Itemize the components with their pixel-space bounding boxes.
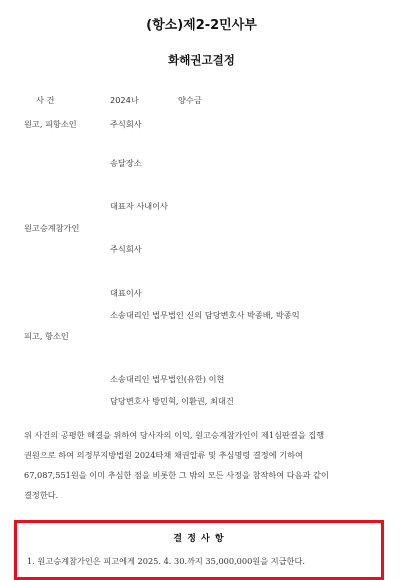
plaintiff-company: 주식회사 — [110, 119, 142, 129]
paragraph-line: 결정한다. — [24, 490, 59, 500]
plaintiff-label: 원고, 피항소인 — [24, 119, 77, 129]
defendant-label: 피고, 항소인 — [24, 331, 69, 341]
paragraph-line: 위 사건의 공평한 해결을 위하여 당사자의 이익, 원고승계참가인이 제1심판결을 집행 — [24, 430, 325, 440]
case-name: 양수금 — [178, 95, 202, 105]
intervenor-label: 원고승계참가인 — [24, 223, 80, 233]
paragraph-line: 67,087,551원을 이미 추심한 점을 비롯한 그 밖의 모든 사정을 참작하여 다음과 같이 — [24, 470, 329, 480]
intervenor-company: 주식회사 — [110, 244, 142, 254]
paragraph-line: 권원으로 하여 의정부지방법원 2024타채 채권압류 및 추심명령 결정에 기하여 — [24, 450, 303, 460]
case-number: 2024나 — [110, 95, 139, 105]
decision-item-1: 1. 원고승계참가인은 피고에게 2025. 4. 30.까지 35,000,000원을 지급한다. — [27, 556, 305, 566]
intervenor-counsel: 소송대리인 법무법인 신의 담당변호사 박종배, 박종익 — [110, 310, 300, 320]
decision-paragraph — [24, 430, 384, 510]
plaintiff-representative: 대표자 사내이사 — [110, 201, 168, 211]
document-title: 화해권고결정 — [168, 53, 235, 67]
case-label: 사 건 — [36, 95, 55, 105]
defendant-counsel: 소송대리인 법무법인(유한) 이현 — [110, 374, 225, 384]
decision-items-title: 결 정 사 항 — [173, 534, 225, 544]
plaintiff-service-address: 송달장소 — [110, 158, 142, 168]
decision-items-box — [14, 520, 384, 580]
intervenor-representative: 대표이사 — [110, 288, 142, 298]
defendant-lawyers: 담당변호사 방민혁, 이환권, 최대건 — [110, 396, 234, 406]
court-division: (항소)제2-2민사부 — [146, 18, 257, 33]
